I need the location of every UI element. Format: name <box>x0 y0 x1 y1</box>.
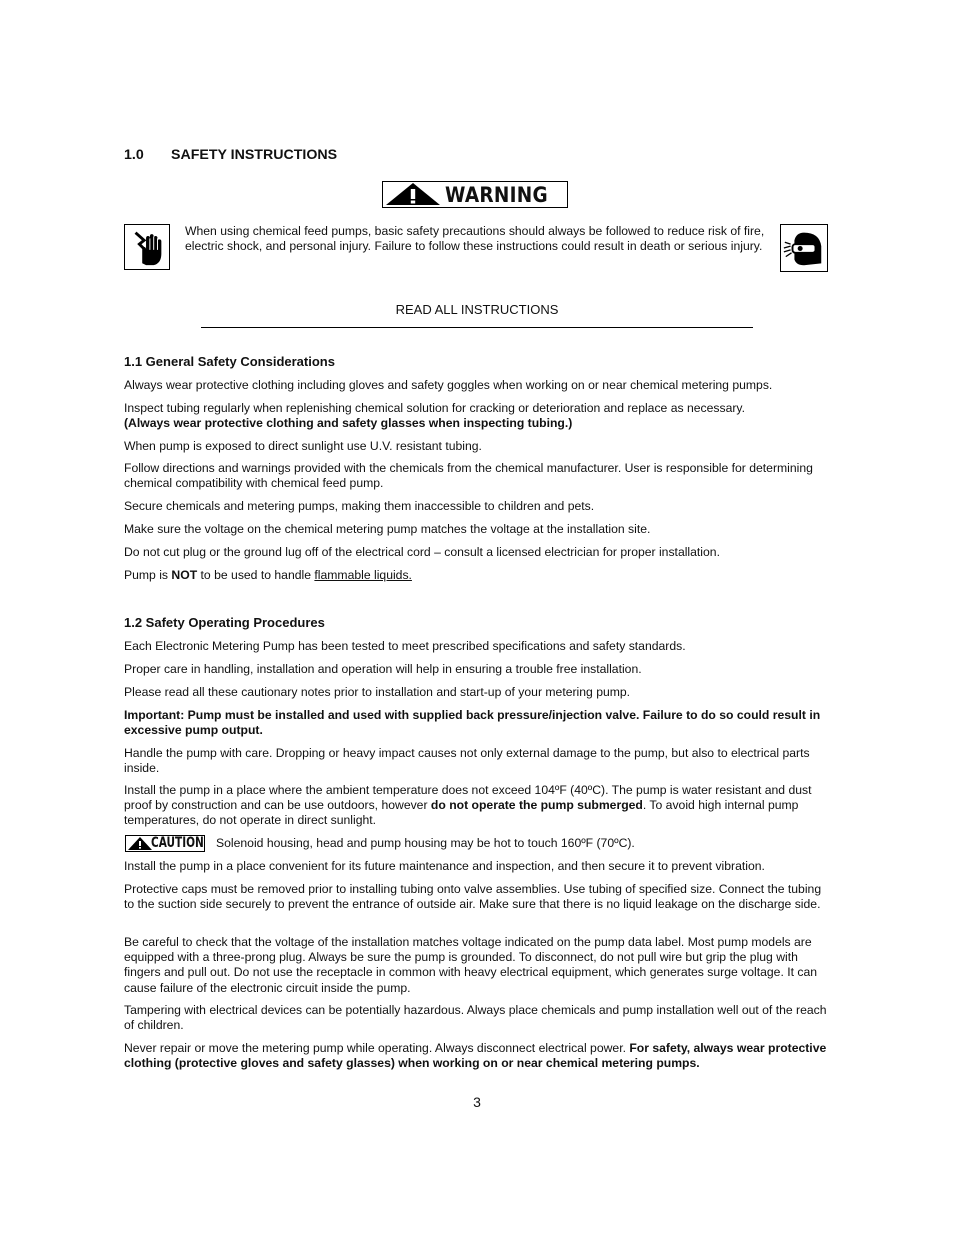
electric-shock-hand-icon <box>124 224 170 270</box>
caution-badge <box>125 835 205 852</box>
warning-message: When using chemical feed pumps, basic safety precautions should always be followed to reduce risk of fire, electric shock, and personal injury. Failure to follow these instructions could result in death or serious injury. <box>185 224 765 254</box>
caution-message: Solenoid housing, head and pump housing may be hot to touch 160ºF (70ºC). <box>216 836 635 850</box>
operating-p5: Handle the pump with care. Dropping or heavy impact causes not only external damage to the pump, but also to electrical parts inside. <box>124 746 810 776</box>
operating-p11: Never repair or move the metering pump while operating. Always disconnect electrical power. For safety, always wear protective clothing (protective gloves and safety glasses) when working on or near chemical metering pumps. <box>124 1041 827 1071</box>
operating-p9: Be careful to check that the voltage of the installation matches voltage indicated on the pump data label. Most pump models are equipped with a three-prong plug. Always be sure the pump is grounded. To disconnect, do not pull wire but grip the plug with fingers and pull out. Do not use the receptacle in common with heavy electrical equipment, which generates surge voltage. It can cause failure of the electronic circuit inside the pump. <box>124 935 818 995</box>
operating-p8: Protective caps must be removed prior to installing tubing onto valve assemblies. Use tubing of specified size. Connect the tubing to the suction side securely to prevent the entrance of outside air. Make sure that there is no liquid leakage on the discharge side. <box>124 882 822 912</box>
general-p7: Do not cut plug or the ground lug off of the electrical cord – consult a licensed electrician for proper installation. <box>124 545 720 559</box>
read-all-instructions: READ ALL INSTRUCTIONS <box>395 302 559 317</box>
safety-goggles-face-icon <box>780 224 828 272</box>
section-title: SAFETY INSTRUCTIONS <box>171 147 338 163</box>
general-p2-text: Inspect tubing regularly when replenishing chemical solution for cracking or deterioration and replace as necessary. <box>124 401 745 415</box>
section-number: 1.0 <box>124 147 144 163</box>
warning-badge <box>382 181 568 208</box>
general-p3: When pump is exposed to direct sunlight use U.V. resistant tubing. <box>124 439 482 453</box>
general-p2-bold: (Always wear protective clothing and safety glasses when inspecting tubing.) <box>124 416 573 431</box>
operating-p4-important: Important: Pump must be installed and used with supplied back pressure/injection valve. Failure to do so could result in excessive pump output. <box>124 708 821 738</box>
caution-triangle-icon <box>128 837 152 850</box>
general-safety-heading: 1.1 General Safety Considerations <box>124 354 335 369</box>
operating-p3: Please read all these cautionary notes prior to installation and start-up of your metering pump. <box>124 685 631 699</box>
operating-p10: Tampering with electrical devices can be potentially hazardous. Always place chemicals and pump installation well out of the reach of children. <box>124 1003 827 1033</box>
operating-p7: Install the pump in a place convenient for its future maintenance and inspection, and then secure it to prevent vibration. <box>124 859 765 873</box>
general-p2 <box>124 401 829 431</box>
general-p1: Always wear protective clothing including gloves and safety goggles when working on or near chemical metering pumps. <box>124 378 773 392</box>
operating-p1: Each Electronic Metering Pump has been tested to meet prescribed specifications and safety standards. <box>124 639 686 653</box>
general-p4: Follow directions and warnings provided with the chemicals from the chemical manufacturer. User is responsible for determining chemical compatibility with chemical feed pump. <box>124 461 813 491</box>
operating-procedures-heading: 1.2 Safety Operating Procedures <box>124 615 325 630</box>
caution-label: CAUTION <box>151 835 204 851</box>
general-p5: Secure chemicals and metering pumps, making them inaccessible to children and pets. <box>124 499 595 513</box>
general-p6: Make sure the voltage on the chemical metering pump matches the voltage at the installation site. <box>124 522 651 536</box>
warning-label: WARNING <box>445 183 548 207</box>
warning-triangle-icon <box>386 183 440 206</box>
section-heading <box>124 147 337 163</box>
operating-p2: Proper care in handling, installation and operation will help in ensuring a trouble free installation. <box>124 662 642 676</box>
page-number: 3 <box>473 1094 481 1110</box>
divider-rule <box>201 327 753 328</box>
general-p8: Pump is NOT to be used to handle flammable liquids. <box>124 568 412 582</box>
operating-p6: Install the pump in a place where the ambient temperature does not exceed 104ºF (40ºC). The pump is water resistant and dust proof by construction and can be use outdoors, however do not operate the pump submerged. To avoid high internal pump temperatures, do not operate in direct sunlight. <box>124 783 812 828</box>
